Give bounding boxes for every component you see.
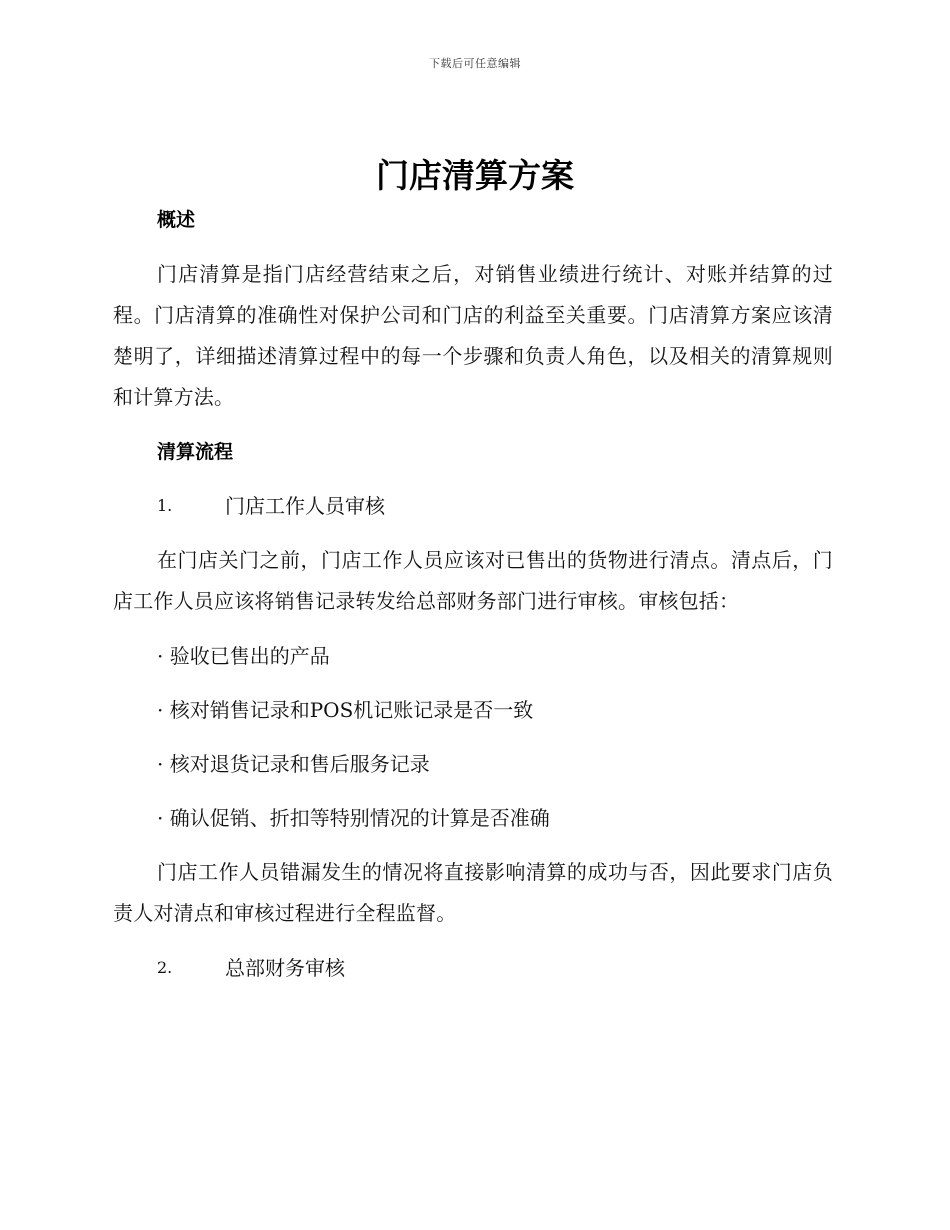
bullet-item: · 确认促销、折扣等特别情况的计算是否准确 xyxy=(157,806,550,830)
step-2-number: 2. xyxy=(157,958,173,977)
page-title: 门店清算方案 xyxy=(376,156,574,195)
step-1-paragraph: 在门店关门之前，门店工作人员应该对已售出的货物进行清点。清点后，门店工作人员应该将销售记录转发给总部财务部门进行审核。审核包括： xyxy=(113,548,833,613)
document-body xyxy=(113,200,833,988)
bullet-item: · 核对退货记录和售后服务记录 xyxy=(157,752,430,776)
step-2-label: 总部财务审核 xyxy=(225,956,345,980)
step-1-label: 门店工作人员审核 xyxy=(225,494,385,518)
step-1-number: 1. xyxy=(157,496,173,515)
step-2 xyxy=(157,948,833,988)
bullet-item: · 验收已售出的产品 xyxy=(157,644,330,668)
header-note: 下载后可任意编辑 xyxy=(429,57,521,70)
step-1 xyxy=(157,486,833,526)
section-heading-process: 清算流程 xyxy=(157,441,234,463)
section-heading-overview: 概述 xyxy=(157,209,196,231)
overview-paragraph: 门店清算是指门店经营结束之后，对销售业绩进行统计、对账并结算的过程。门店清算的准确性对保护公司和门店的利益至关重要。门店清算方案应该清楚明了，详细描述清算过程中的每一个步骤和负责人角色，以及相关的清算规则和计算方法。 xyxy=(113,262,833,409)
bullet-item: · 核对销售记录和POS机记账记录是否一致 xyxy=(157,698,534,722)
step-1-closing-paragraph: 门店工作人员错漏发生的情况将直接影响清算的成功与否，因此要求门店负责人对清点和审核过程进行全程监督。 xyxy=(113,860,833,925)
